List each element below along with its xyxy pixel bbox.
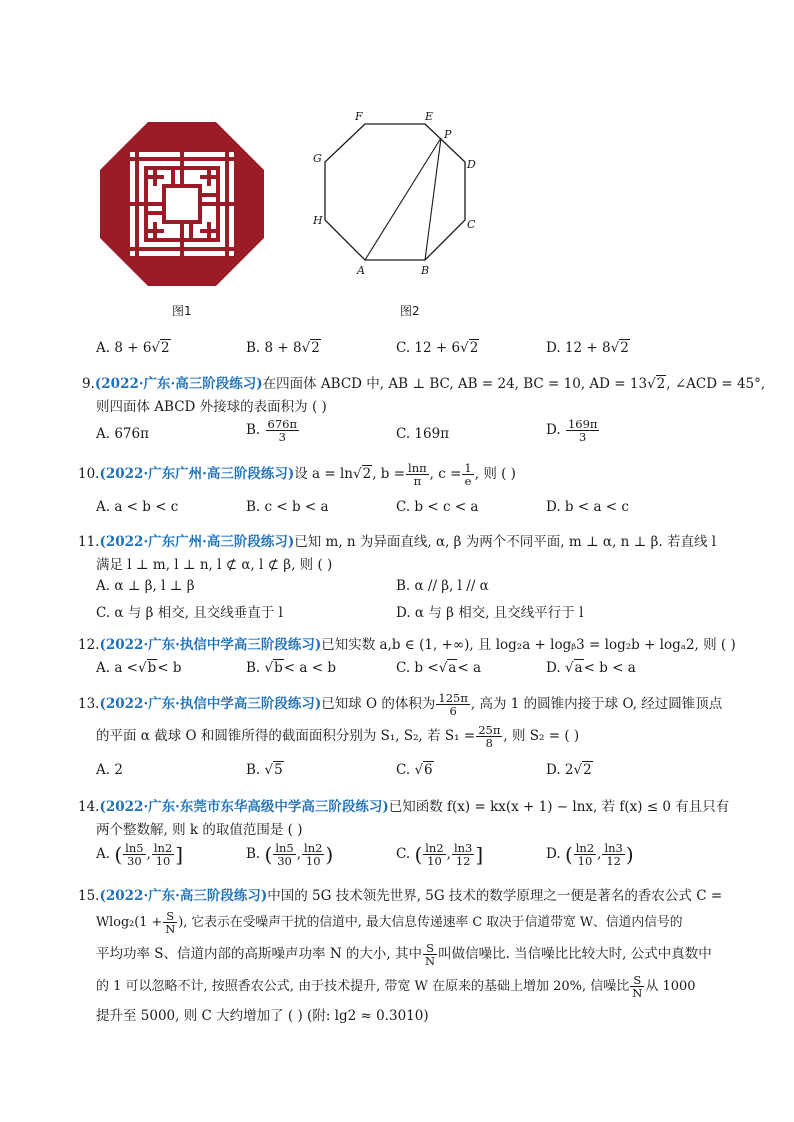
- q13-line2: 的平面 α 截球 O 和圆锥所得的截面面积分别为 S₁, S₂, 若 S₁ = $\frac{25\pi}{8}$ , 则 S₂ = ( ): [96, 723, 580, 751]
- q8-option-d[interactable]: D. 12 + 8√2: [546, 340, 629, 356]
- q8-option-c[interactable]: C. 12 + 6√2: [396, 340, 479, 356]
- q15-line5: 提升至 5000, 则 C 大约增加了 ( ) (附: lg2 ≈ 0.3010): [96, 1008, 429, 1024]
- label-B: B: [421, 264, 430, 277]
- q14-option-c[interactable]: C. ( $\frac{\ln 2}{10}$ , $\frac{\ln 3}{12}$ ]: [396, 841, 484, 869]
- q13-option-a[interactable]: A. 2: [96, 762, 123, 778]
- q14-option-b[interactable]: B. ( $\frac{\ln 5}{30}$ , $\frac{\ln 2}{10}$ ): [246, 841, 334, 869]
- q8-option-b[interactable]: B. 8 + 8√2: [246, 340, 320, 356]
- octagon-diagram: [305, 104, 495, 284]
- q15-line3: 平均功率 S、信道内部的高斯噪声功率 N 的大小, 其中 $\frac{S}{N}$ 叫做信噪比. 当信噪比比较大时, 公式中真数中: [96, 941, 712, 969]
- q14-option-d[interactable]: D. ( $\frac{\ln 2}{10}$ , $\frac{\ln 3}{12}$ ): [546, 841, 634, 869]
- label-F: F: [355, 110, 363, 123]
- label-A: A: [357, 264, 365, 277]
- q14-line2: 两个整数解, 则 k 的取值范围是 ( ): [96, 822, 303, 838]
- q13-option-c[interactable]: C. √6: [396, 762, 433, 778]
- q12-option-b[interactable]: B. √b< a < b: [246, 660, 336, 676]
- q15-line4: 的 1 可以忽略不计, 按照香农公式, 由于技术提升, 带宽 W 在原来的基础上增加 20%, 信噪比 $\frac{S}{N}$ 从 1000: [96, 973, 696, 1001]
- label-C: C: [467, 218, 476, 231]
- label-P: P: [444, 128, 452, 141]
- label-G: G: [313, 152, 322, 165]
- q12-option-c[interactable]: C. b <√a< a: [396, 660, 482, 676]
- q15-line2: Wlog₂(1 + $\frac{S}{N}$ ), 它表示在受噪声干扰的信道中, 最大信息传递速率 C 取决于信道带宽 W、信道内信号的: [96, 909, 683, 937]
- q11-option-d[interactable]: D. α 与 β 相交, 且交线平行于 l: [396, 605, 584, 621]
- figure-2-caption: 图2: [400, 304, 420, 318]
- label-H: H: [313, 214, 323, 227]
- label-E: E: [425, 110, 434, 123]
- q13-option-d[interactable]: D. 2√2: [546, 762, 592, 778]
- q14-option-a[interactable]: A. ( $\frac{\ln 5}{30}$ , $\frac{\ln 2}{10}$ ]: [96, 841, 184, 869]
- q9-option-c[interactable]: C. 169π: [396, 426, 450, 442]
- question-11: 11.(2022·广东广州·高三阶段练习)已知 m, n 为异面直线, α, β 为两个不同平面, m ⊥ α, n ⊥ β. 若直线 l: [78, 534, 717, 550]
- q13-option-b[interactable]: B. √5: [246, 762, 283, 778]
- source-tag: (2022·广东·高三阶段练习): [99, 888, 268, 904]
- question-9: 9.(2022·广东·高三阶段练习)在四面体 ABCD 中, AB ⊥ BC, AB = 24, BC = 10, AD = 13√2, ∠ACD = 45°,: [82, 376, 766, 392]
- figure-1: [100, 122, 264, 286]
- q9-option-d[interactable]: D. $\frac{169\pi}{3}$: [546, 417, 598, 445]
- q8-option-a[interactable]: A. 8 + 6√2: [96, 340, 170, 356]
- question-12: 12.(2022·广东·执信中学高三阶段练习)已知实数 a,b ∈ (1, +∞), 且 log₂a + logᵦ3 = log₂b + logₐ2, 则 ( ): [78, 637, 736, 653]
- q10-option-a[interactable]: A. a < b < c: [96, 499, 179, 515]
- q9-option-b[interactable]: B. $\frac{676\pi}{3}$: [246, 417, 298, 445]
- source-tag: (2022·广东·执信中学高三阶段练习): [99, 637, 322, 653]
- q9-option-a[interactable]: A. 676π: [96, 426, 149, 442]
- q11-option-a[interactable]: A. α ⊥ β, l ⊥ β: [96, 578, 195, 594]
- question-13: 13.(2022·广东·执信中学高三阶段练习)已知球 O 的体积为 $\frac{125\pi}{6}$ , 高为 1 的圆锥内接于球 O, 经过圆锥顶点: [78, 691, 723, 719]
- question-15: 15.(2022·广东·高三阶段练习)中国的 5G 技术领先世界, 5G 技术的数学原理之一便是著名的香农公式 C =: [78, 888, 723, 904]
- question-10: 10.(2022·广东广州·高三阶段练习)设 a = ln√2, b = $\frac{\ln\pi}{\pi}$ , c = $\frac{1}{e}$ , 则 ( ): [78, 461, 516, 489]
- source-tag: (2022·广东·执信中学高三阶段练习): [99, 696, 322, 713]
- source-tag: (2022·广东·高三阶段练习): [94, 376, 263, 392]
- source-tag: (2022·广东·东莞市东华高级中学高三阶段练习): [99, 799, 389, 815]
- lattice-window-image: [100, 122, 264, 286]
- question-14: 14.(2022·广东·东莞市东华高级中学高三阶段练习)已知函数 f(x) = kx(x + 1) − lnx, 若 f(x) ≤ 0 有且只有: [78, 799, 730, 815]
- q12-option-d[interactable]: D. √a< b < a: [546, 660, 636, 676]
- q9-line2: 则四面体 ABCD 外接球的表面积为 ( ): [96, 399, 327, 415]
- source-tag: (2022·广东广州·高三阶段练习): [99, 534, 295, 550]
- q11-line2: 满足 l ⊥ m, l ⊥ n, l ⊄ α, l ⊄ β, 则 ( ): [96, 557, 333, 573]
- q11-option-c[interactable]: C. α 与 β 相交, 且交线垂直于 l: [96, 605, 283, 621]
- q12-option-a[interactable]: A. a <√b< b: [96, 660, 182, 676]
- figure-1-caption: 图1: [172, 304, 192, 318]
- q10-option-b[interactable]: B. c < b < a: [246, 499, 329, 515]
- q10-option-d[interactable]: D. b < a < c: [546, 499, 629, 515]
- source-tag: (2022·广东广州·高三阶段练习): [99, 466, 295, 483]
- q10-option-c[interactable]: C. b < c < a: [396, 499, 479, 515]
- q11-option-b[interactable]: B. α // β, l // α: [396, 578, 489, 594]
- figure-2: [305, 104, 495, 284]
- label-D: D: [467, 158, 476, 171]
